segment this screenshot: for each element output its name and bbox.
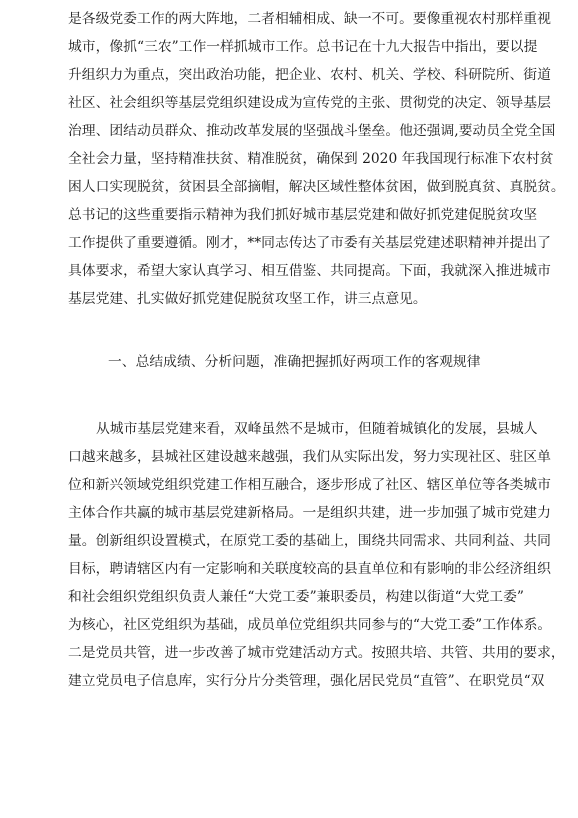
paragraph-2-line-7: 和社会组织党组织负责人兼任“大党工委”兼职委员，构建以街道“大党工委” xyxy=(68,589,524,605)
paragraph-2-line-10: 建立党员电子信息库，实行分片分类管理，强化居民党员“直管”、在职党员“双 xyxy=(68,673,545,689)
section-heading-1: 一、总结成绩、分析问题，准确把握抓好两项工作的客观规律 xyxy=(108,354,481,370)
paragraph-1-line-9: 工作提供了重要遵循。刚才，**同志传达了市委有关基层党建述职精神并提出了 xyxy=(68,235,551,251)
paragraph-1-line-4: 社区、社会组织等基层党组织建设成为宣传党的主张、贯彻党的决定、领导基层 xyxy=(68,95,551,111)
paragraph-2-line-5: 量。创新组织设置模式，在原党工委的基础上，围绕共同需求、共同利益、共同 xyxy=(68,533,551,549)
paragraph-2-line-6: 目标，聘请辖区内有一定影响和关联度较高的县直单位和有影响的非公经济组织 xyxy=(68,561,551,577)
paragraph-1-line-1: 是各级党委工作的两大阵地，二者相辅相成、缺一不可。要像重视农村那样重视 xyxy=(68,11,551,27)
paragraph-2-line-3: 位和新兴领域党组织党建工作相互融合，逐步形成了社区、辖区单位等各类城市 xyxy=(68,477,551,493)
paragraph-1-line-8: 总书记的这些重要指示精神为我们抓好城市基层党建和做好抓党建促脱贫攻坚 xyxy=(68,207,538,223)
paragraph-1-line-3: 升组织力为重点，突出政治功能，把企业、农村、机关、学校、科研院所、街道 xyxy=(68,67,551,83)
paragraph-1-line-2: 城市，像抓“三农”工作一样抓城市工作。总书记在十九大报告中指出，要以提 xyxy=(68,39,538,55)
paragraph-2-line-4: 主体合作共赢的城市基层党建新格局。一是组织共建，进一步加强了城市党建力 xyxy=(68,505,551,521)
paragraph-1-line-5: 治理、团结动员群众、推动改革发展的坚强战斗堡垒。他还强调,要动员全党全国 xyxy=(68,123,556,139)
paragraph-1-line-11: 基层党建、扎实做好抓党建促脱贫攻坚工作，讲三点意见。 xyxy=(68,291,427,307)
paragraph-2-line-8: 为核心，社区党组织为基础，成员单位党组织共同参与的“大党工委”工作体系。 xyxy=(68,617,552,633)
paragraph-1-line-10: 具体要求，希望大家认真学习、相互借鉴、共同提高。下面，我就深入推进城市 xyxy=(68,263,551,279)
paragraph-2-line-2: 口越来越多，县城社区建设越来越强，我们从实际出发，努力实现社区、驻区单 xyxy=(68,449,551,465)
paragraph-1-line-7: 困人口实现脱贫，贫困县全部摘帽，解决区域性整体贫困，做到脱真贫、真脱贫。 xyxy=(68,179,565,195)
paragraph-2-line-9: 二是党员共管，进一步改善了城市党建活动方式。按照共培、共管、共用的要求， xyxy=(68,645,565,661)
paragraph-2-line-1: 从城市基层党建来看，双峰虽然不是城市，但随着城镇化的发展，县城人 xyxy=(96,421,538,437)
paragraph-1-line-6: 全社会力量，坚持精准扶贫、精准脱贫，确保到 2020 年我国现行标准下农村贫 xyxy=(68,151,554,167)
